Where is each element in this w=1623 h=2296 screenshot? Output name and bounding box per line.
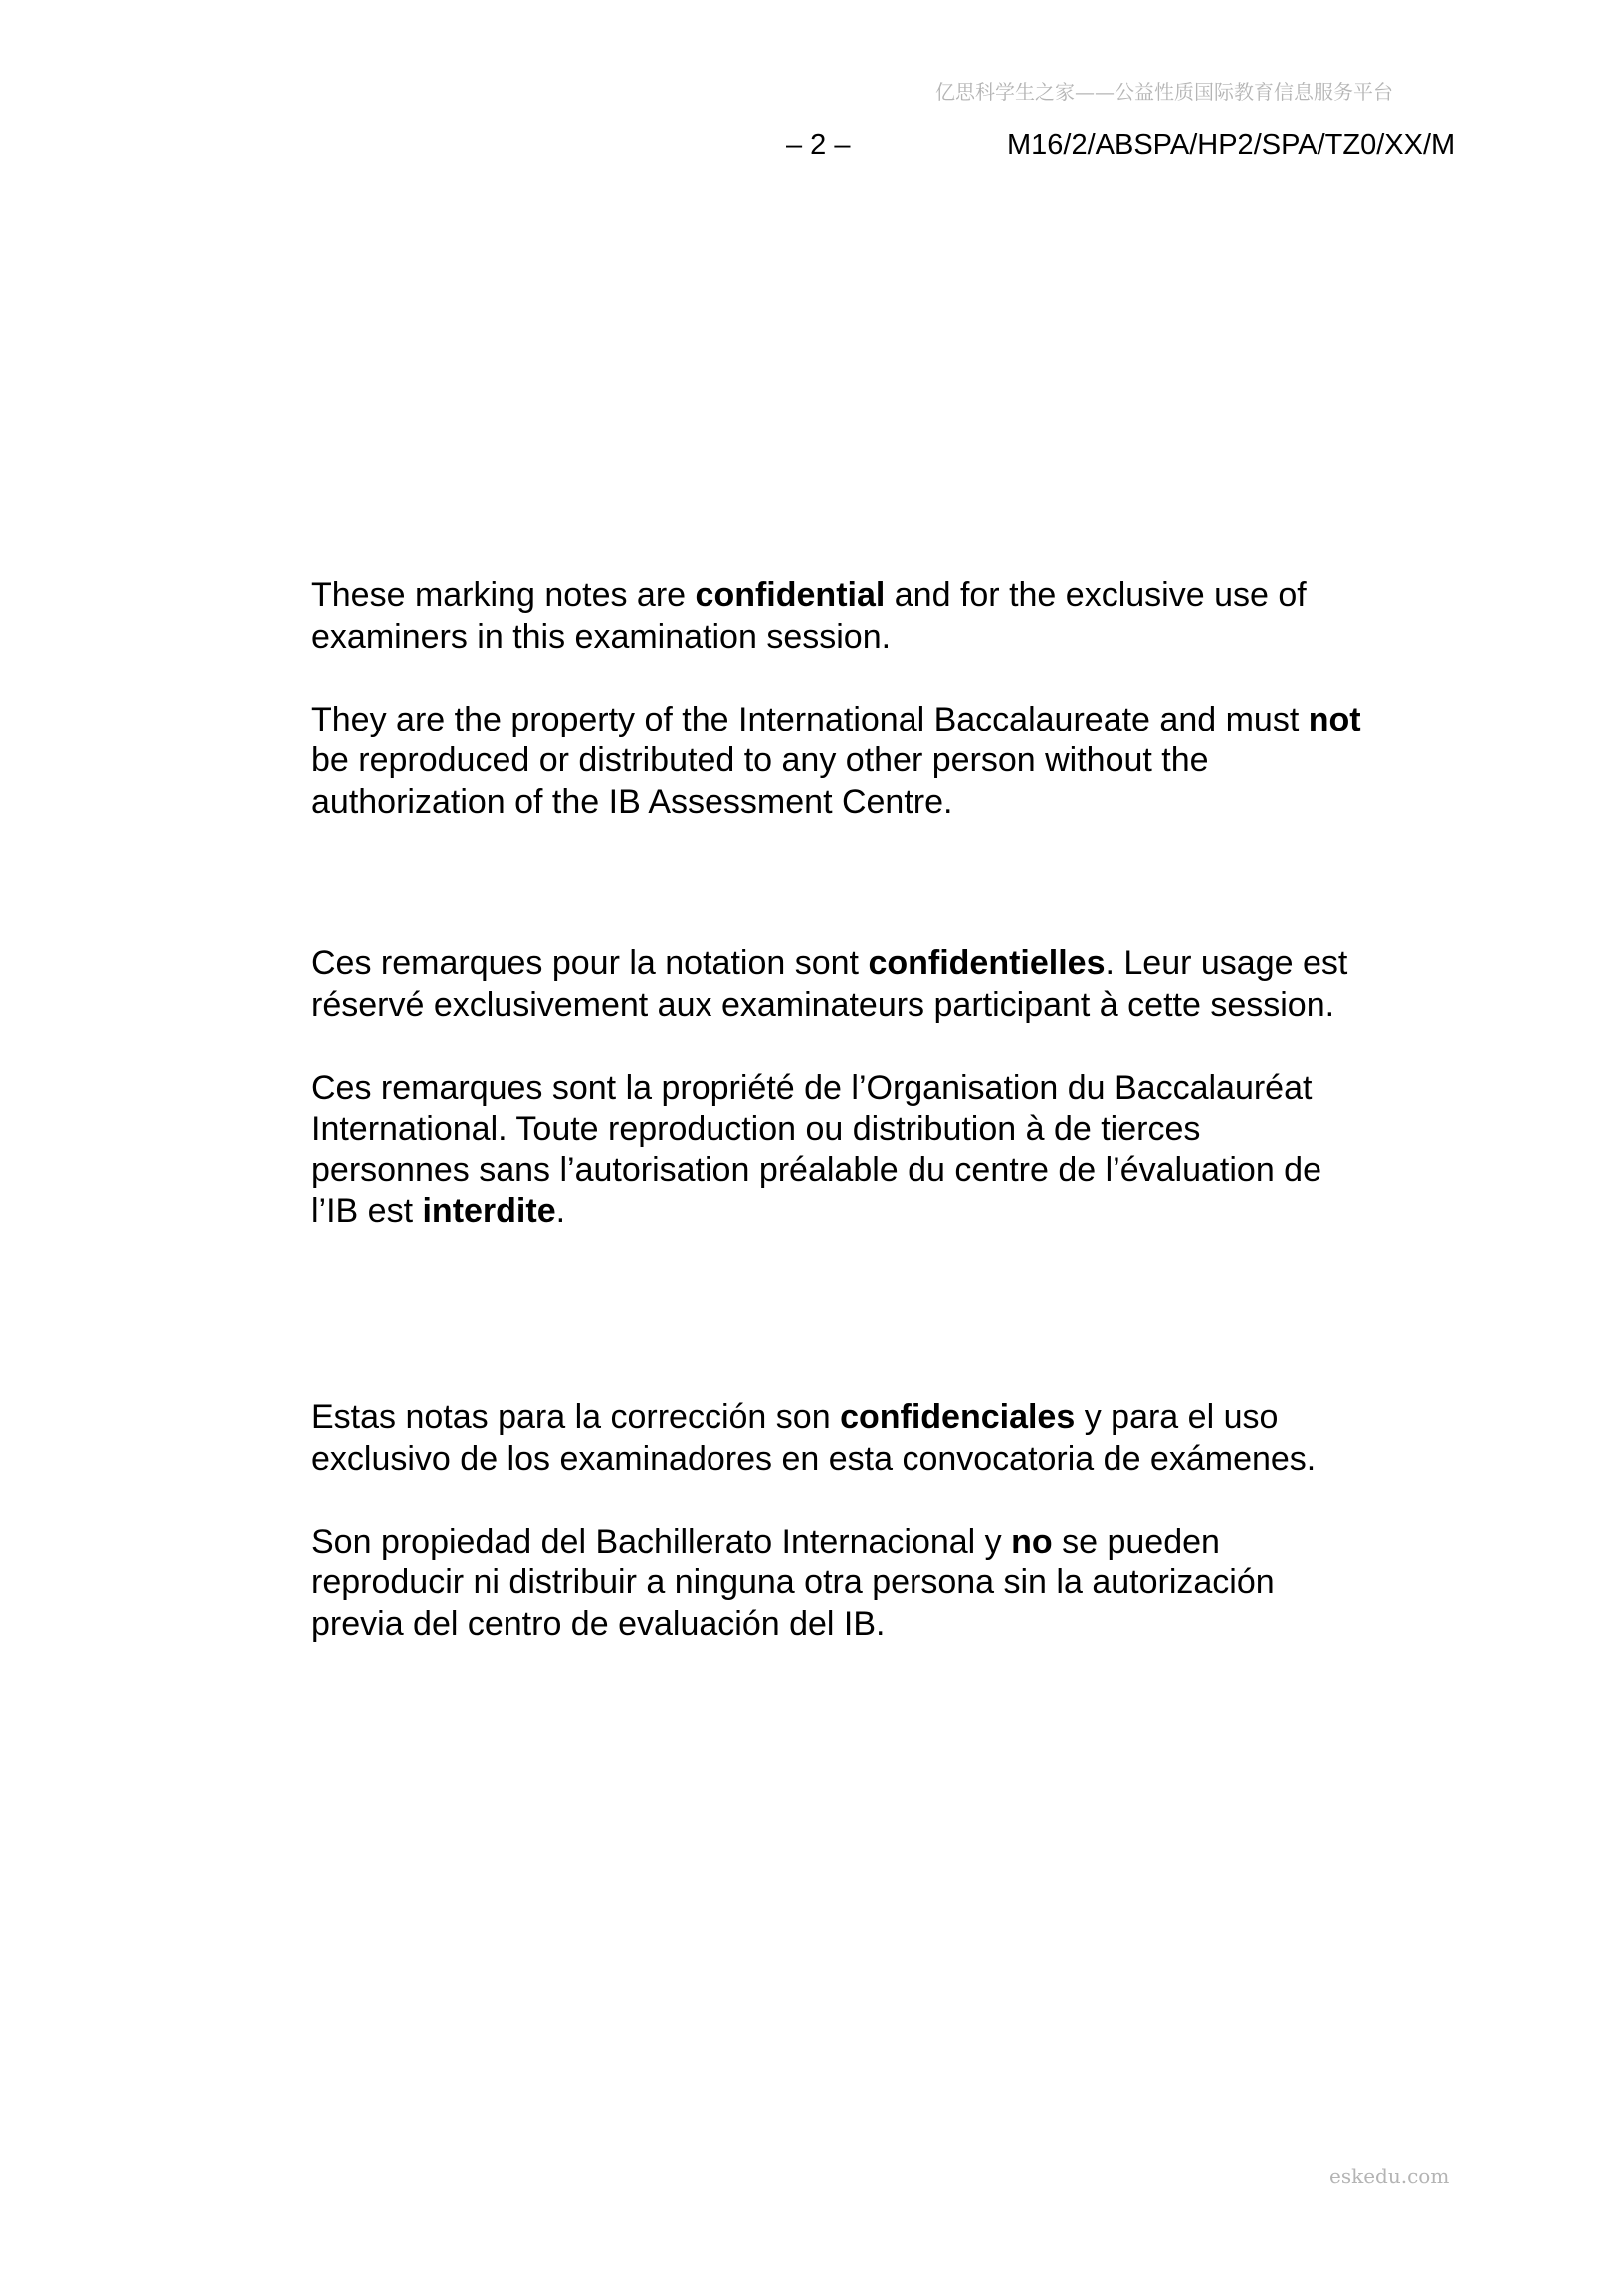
- emphasis-confidentielles: confidentielles: [868, 944, 1106, 982]
- notice-es-paragraph-2: Son propiedad del Bachillerato Internacional y no se pueden reproducir ni distribuir a ninguna otra persona sin la autorización previa del centro de evaluación del IB.: [311, 1522, 1275, 1643]
- watermark-top: 亿思科学生之家——公益性质国际教育信息服务平台: [935, 80, 1393, 104]
- emphasis-not: not: [1308, 700, 1361, 738]
- notice-en-paragraph-2: They are the property of the International Baccalaureate and must not be reproduced or distributed to any other person without the authorization of the IB Assessment Centre.: [311, 700, 1361, 821]
- emphasis-interdite: interdite: [422, 1192, 556, 1230]
- confidentiality-notice-english: [311, 575, 1366, 823]
- document-code: M16/2/ABSPA/HP2/SPA/TZ0/XX/M: [1007, 129, 1456, 161]
- emphasis-confidenciales: confidenciales: [840, 1398, 1076, 1436]
- confidentiality-notice-french: [311, 943, 1366, 1233]
- emphasis-no: no: [1011, 1522, 1053, 1561]
- notice-en-paragraph-1: These marking notes are confidential and for the exclusive use of examiners in this examination session.: [311, 576, 1307, 656]
- page-number: – 2 –: [786, 129, 851, 161]
- confidentiality-notice-spanish: [311, 1397, 1366, 1645]
- watermark-bottom: eskedu.com: [1329, 2164, 1450, 2188]
- notice-es-paragraph-1: Estas notas para la corrección son confidenciales y para el uso exclusivo de los examinadores en esta convocatoria de exámenes.: [311, 1398, 1317, 1478]
- emphasis-confidential: confidential: [695, 576, 886, 614]
- notice-fr-paragraph-2: Ces remarques sont la propriété de l’Organisation du Baccalauréat International. Toute reproduction ou distribution à de tierces personnes sans l’autorisation préalable du centre de l’évaluation de l’IB est interdite.: [311, 1068, 1322, 1230]
- notice-fr-paragraph-1: Ces remarques pour la notation sont confidentielles. Leur usage est réservé exclusivement aux examinateurs participant à cette session.: [311, 944, 1348, 1024]
